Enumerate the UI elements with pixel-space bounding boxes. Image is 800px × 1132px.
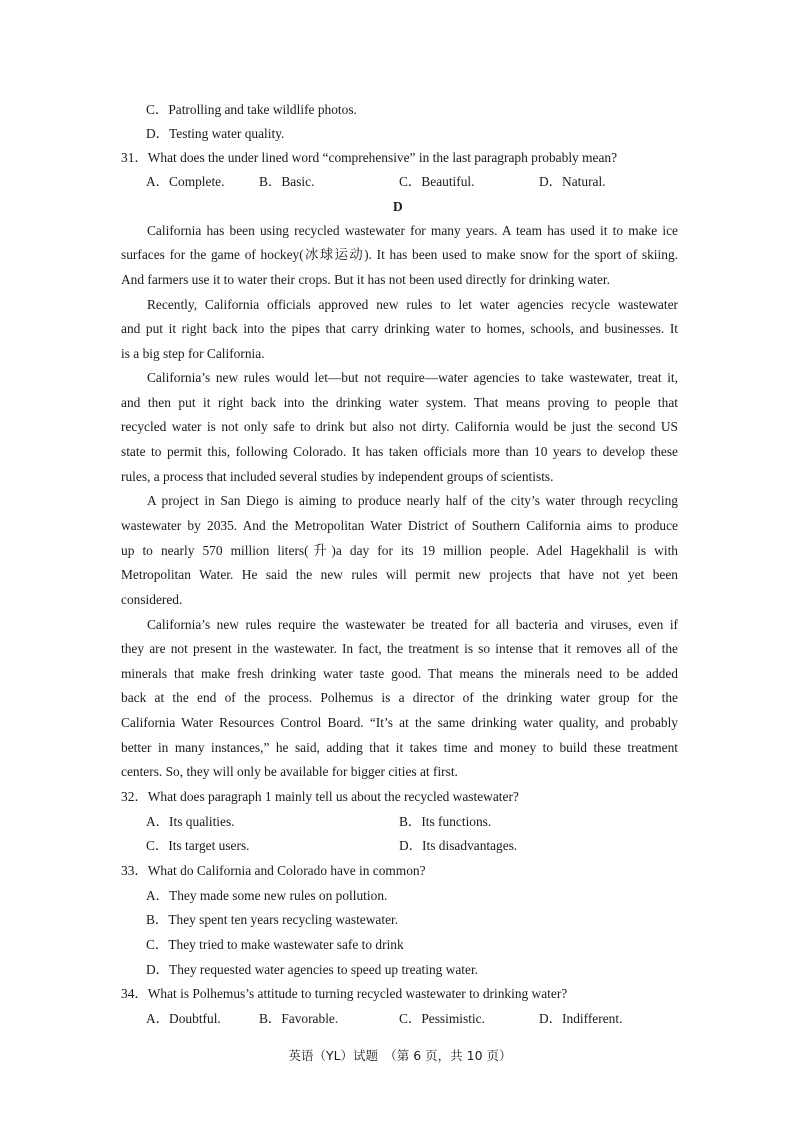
passage-line: California’s new rules require the wastewater be treated for all bacteria and viruses, even if	[147, 617, 678, 632]
q30-option-d: D．Testing water quality.	[146, 126, 285, 141]
page-footer: 英语（YL）试题 （第 6 页，共 10 页）	[288, 1048, 512, 1063]
q34-question: 34．What is Polhemus’s attitude to turning recycled wastewater to drinking water?	[121, 986, 568, 1001]
q32-question: 32．What does paragraph 1 mainly tell us about the recycled wastewater?	[121, 789, 519, 804]
q32-option-d: D．Its disadvantages.	[399, 838, 518, 853]
passage-line: California has been using recycled wastewater for many years. A team has used it to make ice	[147, 223, 678, 238]
passage-line: they are not present in the wastewater. In fact, the treatment is so intense that it removes all of the	[121, 641, 678, 656]
passage-line: California Water Resources Control Board. “It’s at the same drinking water quality, and probably	[121, 715, 678, 730]
q31-option-c: C．Beautiful.	[399, 174, 475, 189]
q33-option-c: C．They tried to make wastewater safe to drink	[146, 937, 404, 952]
q33-option-b: B．They spent ten years recycling wastewater.	[146, 912, 399, 927]
q34-option-b: B．Favorable.	[259, 1011, 339, 1026]
passage-line: up to nearly 570 million liters(升)a day for its 19 million people. Adel Hagekhalil is with	[121, 543, 678, 558]
q34-option-d: D．Indifferent.	[539, 1011, 623, 1026]
q33-option-a: A．They made some new rules on pollution.	[146, 888, 388, 903]
q32-option-a: A．Its qualities.	[146, 814, 235, 829]
passage-line: better in many instances,” he said, adding that it takes time and money to build these treatment	[121, 740, 678, 755]
passage-title: D	[393, 199, 403, 214]
q33-option-d: D．They requested water agencies to speed up treating water.	[146, 962, 479, 977]
passage-line: back at the end of the process. Polhemus is a director of the drinking water group for the	[121, 690, 678, 705]
q31-option-b: B．Basic.	[259, 174, 315, 189]
passage-line: surfaces for the game of hockey(冰球运动). It has been used to make snow for the sport of skiing.	[121, 247, 678, 262]
q33-question: 33．What do California and Colorado have in common?	[121, 863, 426, 878]
passage-line: Recently, California officials approved new rules to let water agencies recycle wastewater	[147, 297, 678, 312]
q31-option-d: D．Natural.	[539, 174, 606, 189]
passage-line: is a big step for California.	[121, 346, 265, 361]
q32-option-c: C．Its target users.	[146, 838, 250, 853]
passage-line: and put it right back into the pipes that carry drinking water to homes, schools, and businesses. It	[121, 321, 678, 336]
q31-question: 31．What does the under lined word “comprehensive” in the last paragraph probably mean?	[121, 150, 618, 165]
passage-line: Metropolitan Water. He said the new rules will permit new projects that have not yet been	[121, 567, 678, 582]
passage-line: centers. So, they will only be available for bigger cities at first.	[121, 764, 458, 779]
q31-option-a: A．Complete.	[146, 174, 225, 189]
passage-line: minerals that make fresh drinking water taste good. That means the minerals need to be added	[121, 666, 678, 681]
q30-option-c: C．Patrolling and take wildlife photos.	[146, 102, 357, 117]
passage-line: considered.	[121, 592, 183, 607]
passage-line: A project in San Diego is aiming to produce nearly half of the city’s water through recycling	[147, 493, 678, 508]
passage-line: recycled water is not only safe to drink but also not dirty. California would be just the second US	[121, 419, 678, 434]
passage-line: And farmers use it to water their crops. But it has not been used directly for drinking water.	[121, 272, 610, 287]
passage-line: rules, a process that included several studies by independent groups of scientists.	[121, 469, 554, 484]
q34-option-c: C．Pessimistic.	[399, 1011, 485, 1026]
passage-line: wastewater by 2035. And the Metropolitan Water District of Southern California aims to produce	[121, 518, 678, 533]
q32-option-b: B．Its functions.	[399, 814, 492, 829]
q34-option-a: A．Doubtful.	[146, 1011, 221, 1026]
passage-line: state to permit this, following Colorado. It has taken officials more than 10 years to develop these	[121, 444, 678, 459]
passage-line: and then put it right back into the drinking water system. That means proving to people that	[121, 395, 678, 410]
passage-line: California’s new rules would let—but not require—water agencies to take wastewater, treat it,	[147, 370, 678, 385]
